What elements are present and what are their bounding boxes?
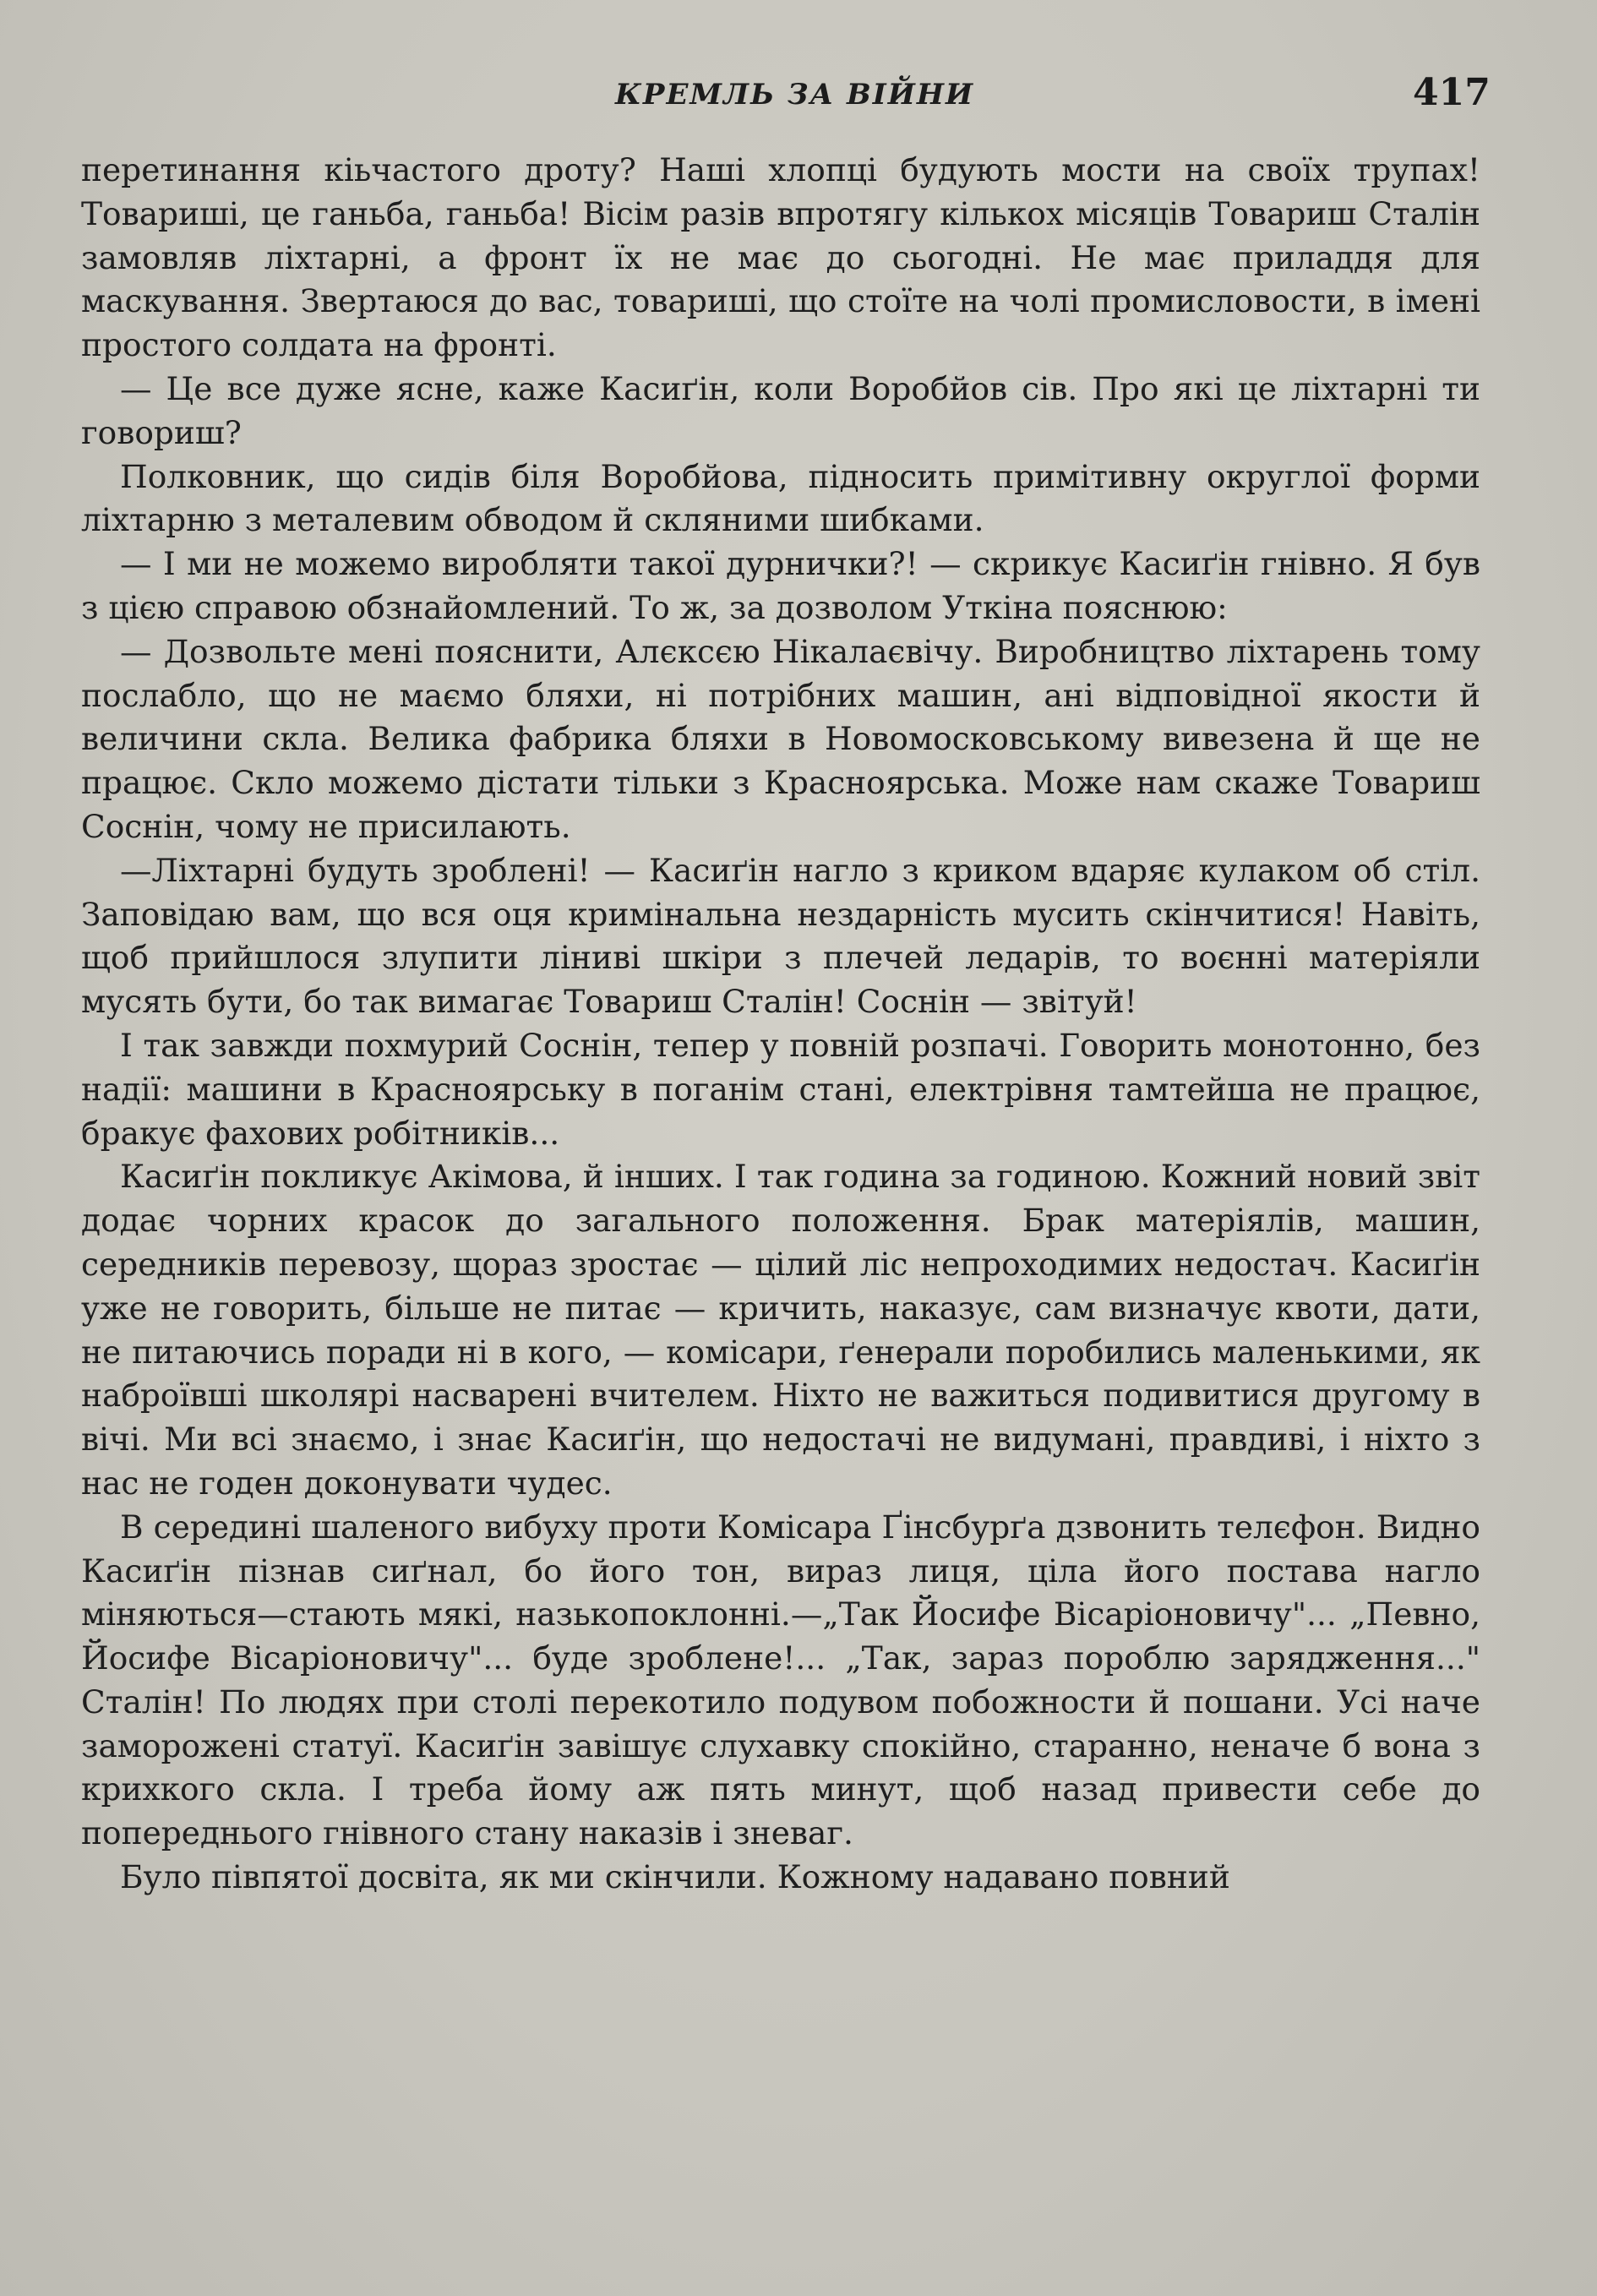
running-title: КРЕМЛЬ ЗА ВІЙНИ [615, 78, 975, 112]
paragraph: — Дозвольте мені пояснити, Алєксєю Нікалаєвічу. Виробництво ліхтарень тому послабло, що не маємо бляхи, ні потрібних машин, ані відповідної якости й величини скла. Велика фабрика бляхи в Новомосковському вивезена й ще не працює. Скло можемо дістати тільки з Красноярська. Може нам скаже Товариш Соснін, чому не присилають. [81, 632, 1480, 845]
paragraph: перетинання кіьчастого дроту? Наші хлопці будують мости на своїх трупах! Товариші, це ганьба, ганьба! Вісім разів впротягу кількох місяців Товариш Сталін замовляв ліхтарні, а фронт їх не має до сьогодні. Не має приладдя для маскування. Звертаюся до вас, товариші, що стоїте на чолі промисловости, в імені простого солдата на фронті. [81, 151, 1480, 364]
page-number: 417 [1413, 71, 1491, 114]
paragraph: І так завжди похмурий Соснін, тепер у повній розпачі. Говорить монотонно, без надії: машини в Красноярську в поганім стані, електрівня тамтейша не працює, бракує фахових робітників... [81, 1026, 1480, 1152]
paragraph: В середині шаленого вибуху проти Комісара Ґінсбурґа дзвонить телєфон. Видно Касиґін пізнав сиґнал, бо його тон, вираз лиця, ціла його постава нагло міняються—стають мякі, назькопоклонні.—„Так Йосифе Вісаріоновичу"... „Певно, Йосифе Вісаріоновичу"... буде зроблене!... „Так, зараз пороблю зарядження..." Сталін! По людях при столі перекотило подувом побожности й пошани. Усі наче заморожені статуї. Касиґін завішує слухавку спокійно, старанно, неначе б вона з крихкого скла. І треба йому аж пять минут, щоб назад привести себе до попереднього гнівного стану наказів і зневаг. [81, 1508, 1480, 1852]
paragraph: Було півпятої досвіта, як ми скінчили. Кожному надавано повний [120, 1858, 1230, 1896]
running-header [0, 71, 1597, 122]
paragraph: —Ліхтарні будуть зроблені! — Касиґін нагло з криком вдаряє кулаком об стіл. Заповідаю вам, що вся оця кримінальна нездарність мусить скінчитися! Навіть, щоб прийшлося злупити ліниві шкіри з плечей ледарів, то воєнні матеріяли мусять бути, бо так вимагає Товариш Сталін! Соснін — звітуй! [81, 851, 1480, 1021]
paragraph: — Це все дуже ясне, каже Касиґін, коли Воробйов сів. Про які це ліхтарні ти говориш? [81, 369, 1480, 451]
body-text [81, 149, 1480, 1900]
paragraph: Полковник, що сидів біля Воробйова, підносить примітивну округлої форми ліхтарню з металевим обводом й скляними шибками. [81, 457, 1480, 539]
paragraph: Касиґін покликує Акімова, й інших. І так година за годиною. Кожний новий звіт додає чорних красок до загального положення. Брак матеріялів, машин, середників перевозу, щораз зростає — цілий ліс непроходимих недостач. Касиґін уже не говорить, більше не питає — кричить, наказує, сам визначує квоти, дати, не питаючись поради ні в кого, — комісари, ґенерали поробились маленькими, як наброївші школярі насварені вчителем. Ніхто не важиться подивитися другому в вічі. Ми всі знаємо, і знає Касиґін, що недостачі не видумані, правдиві, і ніхто з нас не годен доконувати чудес. [81, 1158, 1480, 1502]
paragraph: — І ми не можемо виробляти такої дурнички?! — скрикує Касиґін гнівно. Я був з цією справою обзнайомлений. То ж, за дозволом Уткіна пояснюю: [81, 545, 1480, 626]
